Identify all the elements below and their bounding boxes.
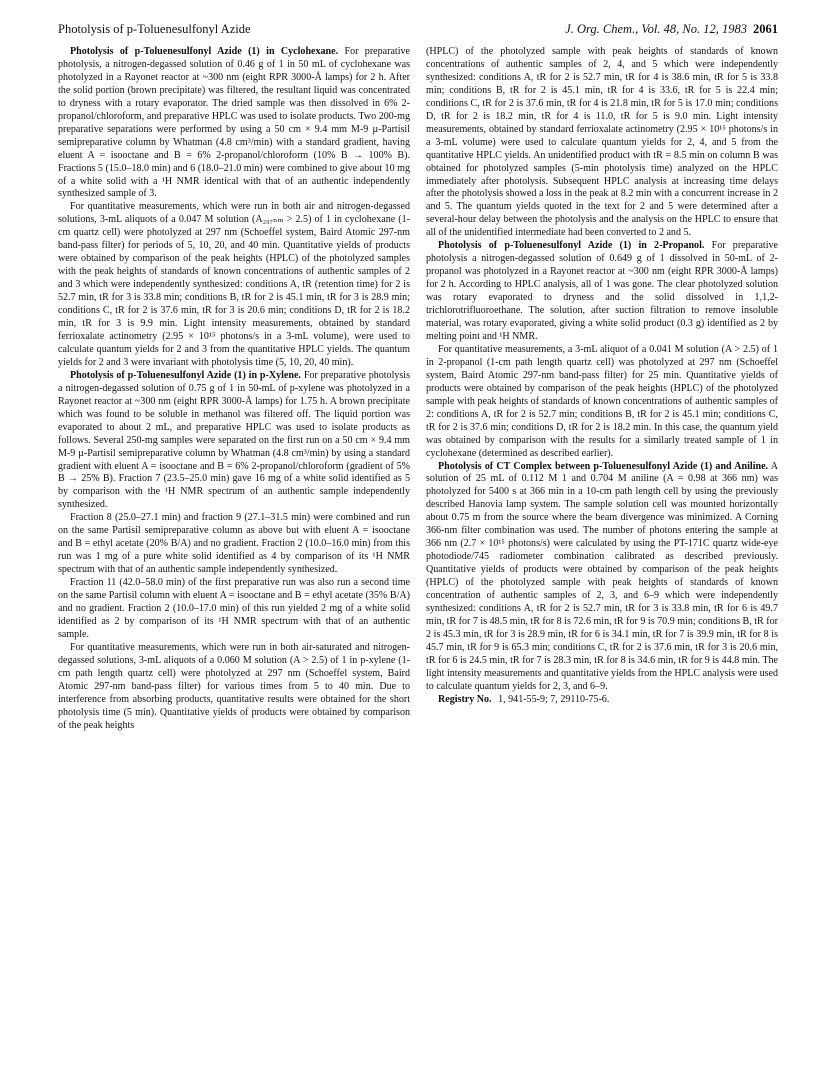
section-heading: Photolysis of p-Toluenesulfonyl Azide (1) in Cyclohexane. xyxy=(70,46,339,57)
page-number: 2061 xyxy=(753,22,778,36)
journal-page xyxy=(58,22,778,733)
paragraph-text: For quantitative measurements, a 3-mL aliquot of a 0.041 M solution (A > 2.5) of 1 in 2-propanol (1-cm path length quartz cell) was photolyzed at 297 nm (Schoeffel system, Baird Atomic 297-nm band-pass filter) for 25 min. Quantitative yields of products were obtained by comparison of the peak heights (HPLC) of the photolyzed sample with peak heights of standards of known concentrations of authentic samples of 2: conditions A, tR for 2 is 52.7 min; conditions B, tR for 2 is 45.1 min; conditions C, tR for 2 is 37.6 min; conditions D, tR for 2 is 18.2 min. In this case, the quantum yield was obtained by comparison with the results for a similarly treated sample of 1 in cyclohexane (determined as described earlier). xyxy=(426,343,778,459)
section-heading: Photolysis of p-Toluenesulfonyl Azide (1) in 2-Propanol. xyxy=(438,240,705,252)
paragraph xyxy=(426,344,778,461)
paragraph xyxy=(58,201,410,369)
right-column-paragraphs xyxy=(426,46,778,694)
journal-name: J. Org. Chem., Vol. 48, No. 12, 1983 xyxy=(565,22,747,36)
running-title: Photolysis of p-Toluenesulfonyl Azide xyxy=(58,22,251,36)
paragraph-text: Fraction 11 (42.0–58.0 min) of the first preparative run was also run a second time on the same Partisil column with eluent A = isooctane and B = ethyl acetate (35% B/A) and no gradient. Fraction 2 (10.0–17.0 min) of this run yielded 2 mg of a white solid identified as 2 by comparison of its ¹H NMR spectrum with that of an authentic sample. xyxy=(58,577,410,640)
paragraph xyxy=(426,461,778,694)
paragraph-text: (HPLC) of the photolyzed sample with peak heights of standards of known concentrations of authentic samples of 2, 4, and 5 which were independently synthesized: conditions A, tR for 2 is 52.7 min, tR for 4 is 38.6 min, tR for 5 is 33.8 min; conditions B, tR for 2 is 45.1 min, tR for 4 is 33.6, tR for 5 is 22.4 min; conditions C, tR for 2 is 37.6 min, tR for 4 is 21.8 min, tR for 5 is 17.0 min; conditions D, tR for 2 is 18.2 min, tR for 4 is 11.0, tR for 5 is 9.0 min. Light intensity measurements, obtained by standard ferrioxalate actinometry (2.95 × 10¹⁵ photons/s in a 3-mL volume) were used to calculate quantum yields for 2, 4, and 5 from the quantitative HPLC yields. An unidentified product with tR = 8.5 min on column B was obtained for photolyzed samples (5-min photolysis time) analyzed on the HPLC immediately after photolysis. Subsequent HPLC analysis at increasing time delays after the photolysis showed a loss in the peak at 8.2 min with a concurrent increase in 2 and 5. The quantum yields quoted in the text for 2 and 5 were determined after a several-hour delay between the photolysis and the analysis on the HPLC to ensure that all of the unidentified intermediate had been converted to 2 and 5. xyxy=(426,46,778,239)
paragraph xyxy=(426,46,778,240)
running-head xyxy=(58,22,778,40)
paragraph-text: A solution of 25 mL of 0.112 M 1 and 0.704 M aniline (A = 0.98 at 366 nm) was photolyzed for 5400 s at 366 min in a 10-cm path length cell by using the previously described Hanovia lamp system. The sample solution cell was mounted horizontally about 0.75 m from the source where the beam divergence was minimized. A Corning 366-nm filter combination was used. The number of photons entering the sample at 366 nm (2.7 × 10¹⁵ photons/s) were calculated by using the PT-171C quartz wide-eye photodiode/745 radiometer combination calibrated as described previously. Quantitative yields of products were obtained by comparison of the peak heights (HPLC) of the photolyzed sample with peak heights of standards of known concentration of authentic samples of 2, 3, and 6–9 which were independently synthesized: conditions A, tR for 2 is 52.7 min, tR for 3 is 33.8 min, tR for 6 is 49.7 min, tR for 7 is 48.5 min, tR for 8 is 72.6 min, tR for 9 is 70.9 min; conditions B, tR for 2 is 45.3 min, tR for 3 is 28.9 min, tR for 6 is 34.1 min, tR for 7 is 39.9 min, tR for 8 is 45.7 min, tR for 9 is 65.3 min; conditions C, tR for 2 is 37.6 min, tR for 3 is 20.6 min, tR for 6 is 24.5 min, tR for 7 is 28.3 min, tR for 8 is 34.6 min, tR for 9 is 44.8 min. The light intensity measurements and quantitative yields from the HPLC analysis were used to calculate quantum yields for 2, 3, and 6–9. xyxy=(426,460,778,692)
two-column-body xyxy=(58,46,778,733)
paragraph xyxy=(426,240,778,344)
paragraph-text: For quantitative measurements, which were run in both air-saturated and nitrogen-degassed solutions, 3-mL aliquots of a 0.060 M solution (A > 2.5) of 1 in p-xylene (1-cm path length quartz cell) were photolyzed at 297 nm (Schoeffel system, Baird Atomic 297-nm band-pass filter) for various times from 5 to 40 min. Due to interference from absorbing products, quantitative results were obtained for the short photolysis time (5 min). Quantitative yields of products were obtained by comparison of the peak heights xyxy=(58,641,410,731)
left-column xyxy=(58,46,410,733)
paragraph xyxy=(58,642,410,733)
journal-citation xyxy=(565,22,778,36)
paragraph xyxy=(58,370,410,512)
section-heading: Photolysis of CT Complex between p-Toluenesulfonyl Azide (1) and Aniline. xyxy=(438,460,769,472)
paragraph xyxy=(58,512,410,577)
paragraph-text: For quantitative measurements, which were run in both air and nitrogen-degassed solutions, 3-mL aliquots of a 0.047 M solution (A₂₉₇ₙₘ > 2.5) of 1 in cyclohexane (1-cm quartz cell) were photolyzed at 297 nm (Schoeffel system, Baird Atomic 297-nm band-pass filter) for periods of 5, 10, 20, and 40 min. Quantitative yields of products were obtained by comparison of the peak heights (HPLC) of the photolyzed samples with the peak heights of standards of known concentrations of authentic samples of 2 and 3 which were independently synthesized: conditions A, tR (retention time) for 2 is 52.7 min, tR for 3 is 33.8 min; conditions B, tR for 2 is 45.1 min, tR for 3 is 28.9 min; conditions C, tR for 2 is 37.6 min, tR for 3 is 20.6 min; conditions D, tR for 2 is 18.2 min, tR for 3 is 9.9 min. Light intensity measurements, obtained by standard ferrioxalate actinometry (2.95 × 10¹⁵ photons/s in a 3-mL volume), were used to calculate quantum yields for 2 and 3 from the quantitative HPLC yields. The quantum yields for 2 and 3 were invariant with photolysis time (5, 10, 20, 40 min). xyxy=(58,201,410,368)
paragraph-text: Fraction 8 (25.0–27.1 min) and fraction 9 (27.1–31.5 min) were combined and run on the same Partisil semipreparative column as above but with eluent A = isooctane and B = ethyl acetate (20% B/A) and no gradient. Fraction 2 (10.0–16.0 min) from this run was 1 mg of a pure white solid identified as 4 by comparison of its ¹H NMR spectrum with that of an authentic sample independently synthesized. xyxy=(58,512,410,576)
paragraph-text: For preparative photolysis a nitrogen-degassed solution of 0.75 g of 1 in 50-mL of p-xylene was photolyzed in a Rayonet reactor at ~300 nm (eight RPR 3000-Å lamps) for 1.75 h. A brown precipitate which was found to be soluble in methanol was filtered off. The liquid portion was evaporated to about 2 mL, and preparative HPLC was used to isolate products as follows. Several 250-mg samples were separated on the first run on a 50 cm × 9.4 mm M-9 µ-Partisil semipreparative column by Whatman (4.8 cm³/min) by using a standard gradient with eluent A = isooctane and B = 6% 2-propanol/chloroform (gradient of 5% B → 25% B). Fraction 7 (23.5–25.0 min) gave 16 mg of a white solid identified as 5 by comparison with the ¹H NMR spectrum of an authentic sample independently synthesized. xyxy=(58,369,411,511)
paragraph xyxy=(58,577,410,642)
paragraph-text: For preparative photolysis, a nitrogen-degassed solution of 0.46 g of 1 in 50 mL of cyclohexane was photolyzed in a Rayonet reactor at ~300 nm (eight RPR 3000-Å lamps) for 2 h. After the solid portion (brown precipitate) was filtered, the resultant liquid was concentrated to dryness with a rotary evaporator. The dried sample was then dissolved in 6% 2-propanol/chloroform, and preparative HPLC was used to isolate products. Two 200-mg preparative separations were performed by using a 50 cm × 9.4 mm M-9 µ-Partisil semipreparative column by Whatman (4.8 cm³/min) with a standard gradient, having eluent A = isooctane and B = 6% 2-propanol/chloroform (10% B → 100% B). Fractions 5 (15.0–18.0 min) and 6 (18.0–21.0 min) were combined to give about 10 mg of a white solid with a ¹H NMR identical with that of an authentic independently synthesized sample of 3. xyxy=(58,46,410,200)
right-column xyxy=(426,46,778,733)
registry-text: 1, 941-55-9; 7, 29110-75-6. xyxy=(498,693,610,705)
section-heading: Photolysis of p-Toluenesulfonyl Azide (1) in p-Xylene. xyxy=(70,369,301,381)
registry-label: Registry No. xyxy=(438,693,492,705)
paragraph xyxy=(58,46,410,201)
paragraph-text: For preparative photolysis a nitrogen-degassed solution of 0.649 g of 1 dissolved in 50-mL of 2-propanol was photolyzed in a Rayonet reactor at ~300 nm (eight RPR 3000-Å lamps) for 2 h. According to HPLC analysis, all of 1 was gone. The clear photolyzed solution was rotary evaporated to dryness and the solid dissolved in 1,1,2-trichlorotrifluoroethane. The solution, after suction filtration to remove insoluble material, was rotary evaporated, giving a white solid product (0.3 g) identified as 2 by melting point and ¹H NMR. xyxy=(426,240,778,342)
registry-numbers xyxy=(426,694,778,707)
